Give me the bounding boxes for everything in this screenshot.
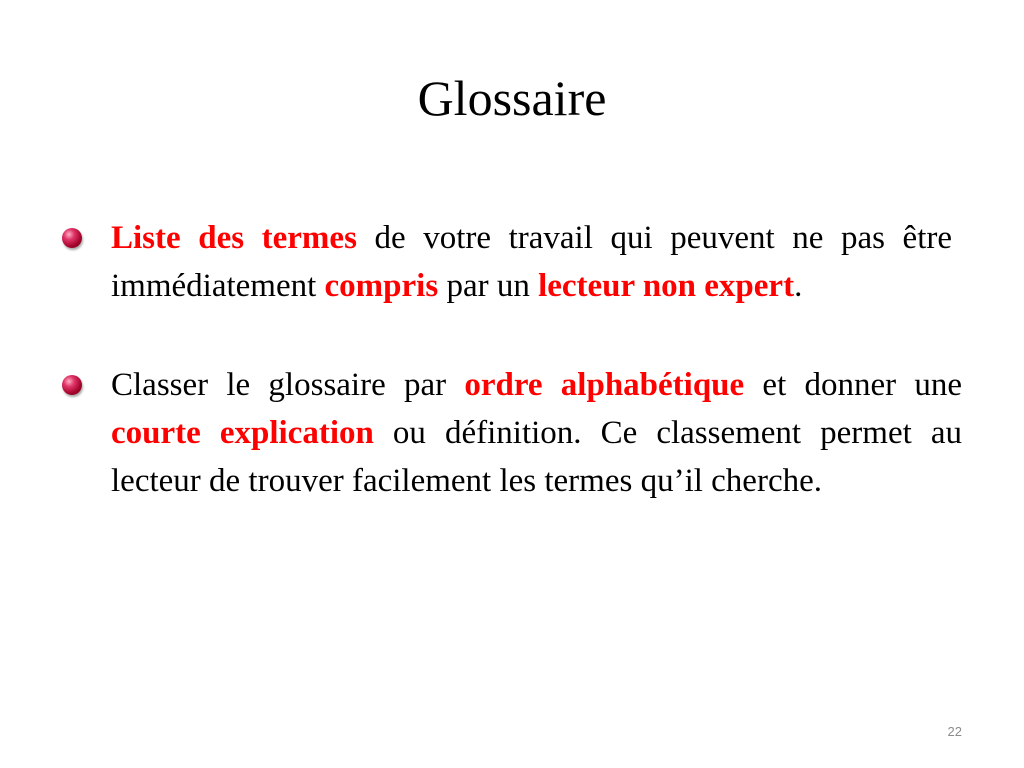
- highlighted-term: compris: [324, 268, 439, 304]
- body-text: par un: [438, 268, 539, 304]
- bullet-text: [111, 220, 952, 304]
- page-number: 22: [947, 724, 962, 739]
- body-text: de votre travail qui peuvent ne pas être immédiatement: [111, 220, 952, 304]
- body-text: Classer le glossaire par: [111, 367, 465, 403]
- highlighted-term: lecteur non expert: [538, 268, 795, 304]
- body-text: et donner une: [744, 367, 962, 403]
- slide-title: Glossaire: [417, 70, 607, 126]
- bullet-item: [62, 214, 952, 310]
- red-sphere-bullet-icon: [62, 228, 82, 248]
- red-sphere-bullet-icon: [62, 375, 82, 395]
- body-text: .: [794, 268, 803, 304]
- body-text: ou définition. Ce classement permet au lecteur de trouver facilement les termes qu’il cherche.: [111, 415, 962, 499]
- bullet-list: [62, 214, 962, 505]
- bullet-item: [62, 361, 962, 505]
- highlighted-term: Liste des termes: [111, 220, 357, 256]
- bullet-text: [111, 367, 962, 499]
- highlighted-term: courte explication: [111, 415, 374, 451]
- highlighted-term: ordre alphabétique: [464, 367, 745, 403]
